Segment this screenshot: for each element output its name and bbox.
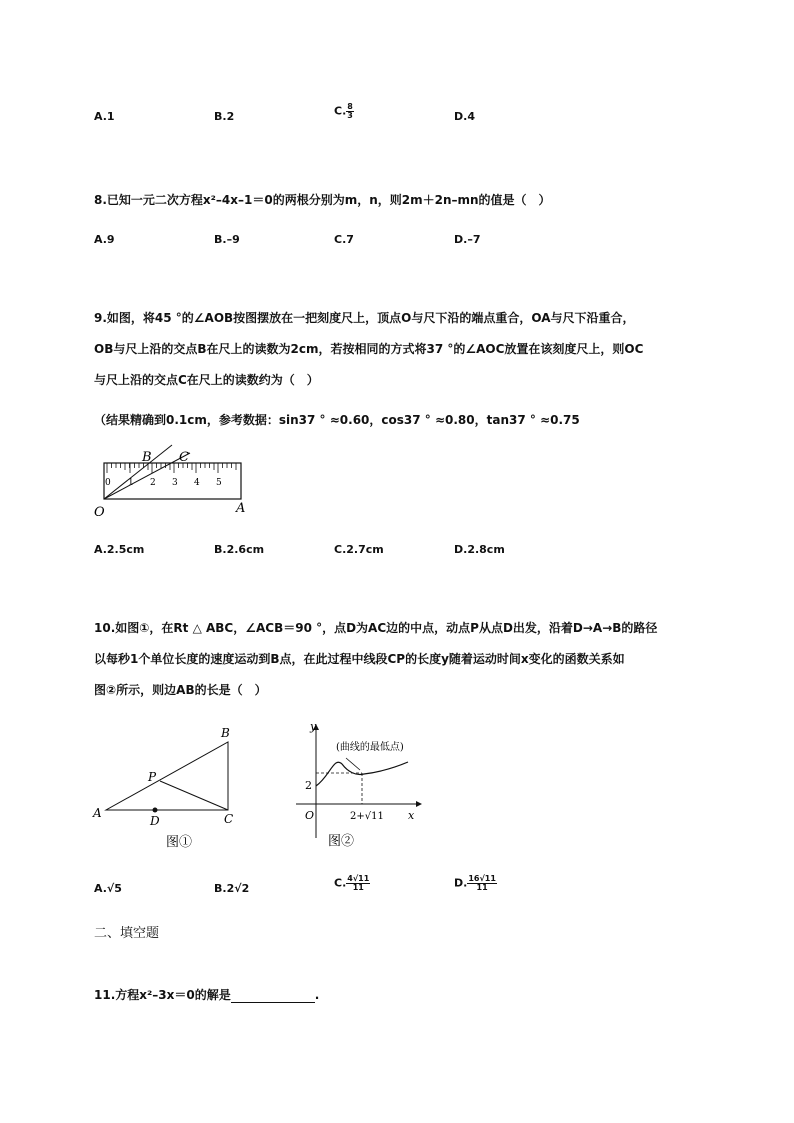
q10-graph-figure xyxy=(290,718,430,855)
q7-option-a: A.1 xyxy=(94,110,115,123)
q11-text: 11.方程x²–3x＝0的解是 xyxy=(94,988,231,1002)
tick-label-2: 2 xyxy=(150,478,156,488)
point-d xyxy=(153,808,158,813)
tick-label-1: 1 xyxy=(128,478,134,488)
q7-option-b: B.2 xyxy=(214,110,235,123)
q9-note: （结果精确到0.1cm，参考数据：sin37 ° ≈0.60，cos37 ° ≈0.80，tan37 ° ≈0.75 xyxy=(94,413,580,427)
q8-option-c: C.7 xyxy=(334,233,354,246)
annotation-pointer xyxy=(346,758,360,770)
label-a: A xyxy=(93,806,102,820)
label-c: C xyxy=(224,812,234,826)
q8-option-d: D.–7 xyxy=(454,233,481,246)
triangle-abc xyxy=(106,742,228,810)
q8-stem: 8.已知一元二次方程x²–4x–1＝0的两根分别为m，n，则2m＋2n–mn的值是（ ） xyxy=(94,193,551,207)
q10-option-d: D. $\frac{16√11}{11}$ xyxy=(454,874,496,892)
q9-stem-line1: 9.如图，将45 °的∠AOB按图摆放在一把刻度尺上，顶点O与尺下沿的端点重合，OA与尺下沿重合， xyxy=(94,311,635,325)
x-tick-label: 2+√11 xyxy=(350,811,384,822)
q9-stem-line2: OB与尺上沿的交点B在尺上的读数为2cm，若按相同的方式将37 °的∠AOC放置在该刻度尺上，则OC xyxy=(94,342,644,356)
q7-option-d: D.4 xyxy=(454,110,475,123)
figure1-caption: 图① xyxy=(166,835,193,850)
q9-ruler-figure xyxy=(90,440,260,520)
figure2-caption: 图② xyxy=(328,834,355,849)
q8-option-a: A.9 xyxy=(94,233,115,246)
label-o: O xyxy=(94,505,105,520)
label-b: B xyxy=(142,450,152,465)
q8-option-b: B.–9 xyxy=(214,233,240,246)
annotation-text: (曲线的最低点) xyxy=(336,742,404,753)
q10-option-a: A.√5 xyxy=(94,882,122,895)
label-b: B xyxy=(221,726,230,740)
q9-stem-line3: 与尺上沿的交点C在尺上的读数约为（ ） xyxy=(94,373,319,387)
label-p: P xyxy=(148,770,157,784)
q9-option-b: B.2.6cm xyxy=(214,543,265,556)
q10-triangle-figure xyxy=(88,720,248,855)
q10-stem-line2: 以每秒1个单位长度的速度运动到B点，在此过程中线段CP的长度y随着运动时间x变化的函数关系如 xyxy=(94,652,625,666)
tick-label-5: 5 xyxy=(216,478,222,488)
q10-option-b: B.2√2 xyxy=(214,882,250,895)
ray-ob xyxy=(104,445,172,499)
q11-answer-blank[interactable] xyxy=(231,990,315,1003)
label-d: D xyxy=(150,814,160,828)
x-axis-label: x xyxy=(408,809,415,822)
origin-label: O xyxy=(305,809,315,822)
q9-option-a: A.2.5cm xyxy=(94,543,145,556)
q10-stem-line3: 图②所示，则边AB的长是（ ） xyxy=(94,683,267,697)
y-tick-label: 2 xyxy=(305,779,312,792)
label-a: A xyxy=(236,501,246,516)
y-axis-label: y xyxy=(310,720,317,733)
tick-label-4: 4 xyxy=(194,478,200,488)
q7-option-c: C. $\frac{8}{3}$ xyxy=(334,102,353,120)
q9-option-c: C.2.7cm xyxy=(334,543,384,556)
q10-option-c: C. $\frac{4√11}{11}$ xyxy=(334,874,370,892)
tick-label-0: 0 xyxy=(105,478,111,488)
q10-stem-line1: 10.如图①，在Rt △ ABC，∠ACB＝90 °，点D为AC边的中点，动点P从点D出发，沿着D→A→B的路径 xyxy=(94,621,658,635)
q9-option-d: D.2.8cm xyxy=(454,543,505,556)
label-c: C xyxy=(179,450,189,465)
x-axis-arrow xyxy=(416,801,422,807)
q11-tail: . xyxy=(314,988,320,1002)
segment-cp xyxy=(160,781,228,810)
section-title: 二、填空题 xyxy=(94,926,160,941)
ruler-ticks xyxy=(107,463,236,473)
tick-label-3: 3 xyxy=(172,478,178,488)
q11-stem xyxy=(94,987,319,1003)
